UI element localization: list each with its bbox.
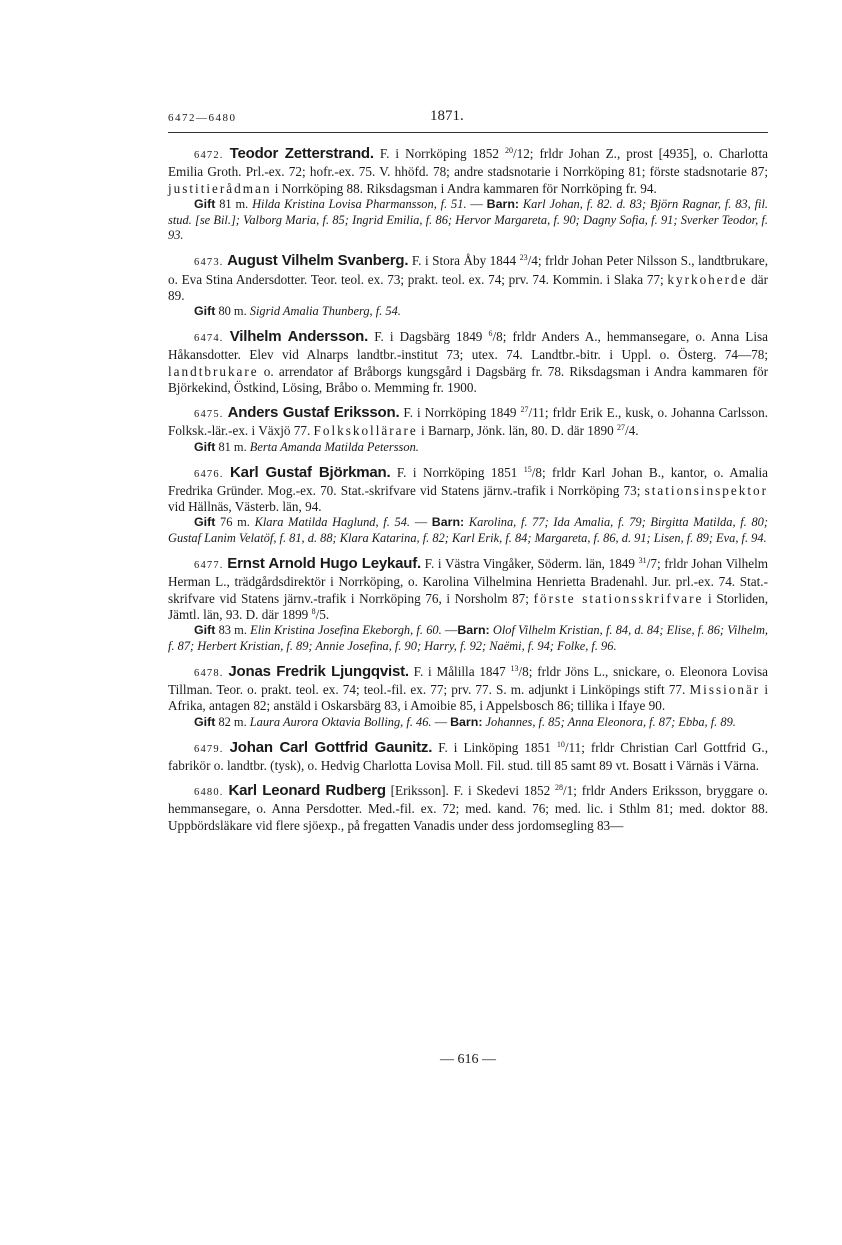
header-rule <box>168 132 768 133</box>
entry-6480: 6480. Karl Leonard Rudberg [Eriksson]. F. i Skedevi 1852 $^{28}$/1; frldr Anders Eriksson, bryggare o. hemmansegare, o. Anna Persdotter. Med.-fil. ex. 72; med. kand. 76; med. lic. i Sthlm 81; med. doktor 88. Uppbördsläkare vid flere sjöexp., på fregatten Vanadis under dess jordomsegling 83— <box>168 782 768 833</box>
entry-6479: 6479. Johan Carl Gottfrid Gaunitz. F. i Linköping 1851 $^{10}$/11; frldr Christian Carl Gottfrid G., fabrikör o. landtbr. (tysk), o. Hedvig Charlotta Lovisa Moll. Fil. stud. till 85 samt 89 vt. Bosatt i Värnäs i Värna. <box>168 738 768 773</box>
entry-number: 6476. <box>194 468 224 480</box>
alternate-name: [Eriksson]. <box>385 783 449 799</box>
entry-6472: 6472. Teodor Zetterstrand. F. i Norrköping 1852 $^{20}$/12; frldr Johan Z., prost [4935], o. Charlotta Emilia Groth. Prl.-ex. 72; hofr.-ex. 75. V. hhöfd. 78; andre stadsnotarie i Norrköping 81; förste stadsnotarie 87; justitierådman i Norrköping 88. Riksdagsman i Andra kammaren för Norrköping fr. 94. Gift 81 m. Hilda Kristina Lovisa Pharmansson, f. 51. — Barn: Karl Johan, f. 82. d. 83; Björn Ragnar, f. 83, fil. stud. [se Bil.]; Valborg Maria, f. 85; Ingrid Emilia, f. 86; Hervor Margareta, f. 90; Dagny Sofia, f. 91; Sverker Teodor, f. 93. <box>168 145 769 243</box>
entry-6474: 6474. Vilhelm Andersson. F. i Dagsbärg 1849 $^6$/8; frldr Anders A., hemmansegare, o. Anna Lisa Håkansdotter. Elev vid Alnarps landtbr.-institut 73; utex. 74. Landtbr.-bitr. i Uppl. o. Österg. 74—78; landtbrukare o. arrendator af Bråborgs kungsgård i Dagsbärg fr. 78. Riksdagsman i Andra kammaren för Björkekind, Östkind, Lösing, Bråbo o. Memming fr. 1900. <box>168 327 768 395</box>
occupation: Folkskollärare <box>313 423 418 439</box>
person-name: Vilhelm Andersson. <box>229 327 369 345</box>
page-number: — 616 — <box>440 1052 496 1067</box>
marriage-line: Gift 76 m. Klara Matilda Haglund, f. 54. — Barn: Karolina, f. 77; Ida Amalia, f. 79; Birgitta Matilda, f. 80; Gustaf Lanim Velatöf, f. 81, d. 88; Klara Katarina, f. 82; Karl Erik, f. 84; Margareta, f. 86, d. 91; Lisen, f. 89; Eva, f. 94. <box>168 515 768 546</box>
marriage-line: Gift 80 m. Sigrid Amalia Thunberg, f. 54. <box>194 304 401 319</box>
spouse: Berta Amanda Matilda Petersson. <box>249 439 419 454</box>
entry-number: 6479. <box>194 743 224 755</box>
spouse: Elin Kristina Josefina Ekeborgh, f. 60. <box>250 623 442 638</box>
entry-number-range: 6472—6480 <box>168 112 237 124</box>
children: Johannes, f. 85; Anna Eleonora, f. 87; Ebba, f. 89. <box>482 714 736 729</box>
entry-number: 6478. <box>194 667 224 679</box>
spouse: Sigrid Amalia Thunberg, f. 54. <box>249 304 401 319</box>
entry-6473: 6473. August Vilhelm Svanberg. F. i Stora Åby 1844 $^{23}$/4; frldr Johan Peter Nilsson S., landtbrukare, o. Eva Stina Andersdotter. Teor. teol. ex. 73; prakt. teol. ex. 74; prv. 74. Kommin. i Slaka 77; kyrkoherde där 89. Gift 80 m. Sigrid Amalia Thunberg, f. 54. <box>168 252 768 319</box>
occupation: Missionär <box>689 682 761 698</box>
children: Karl Johan, f. 82. d. 83; Björn Ragnar, f. 83, fil. stud. [se Bil.]; Valborg Maria, f. 85; Ingrid Emilia, f. 86; Hervor Margareta, f. 90; Dagny Sofia, f. 91; Sverker Teodor, f. 93. <box>168 196 769 243</box>
person-name: Karl Gustaf Björkman. <box>230 463 391 481</box>
person-name: Johan Carl Gottfrid Gaunitz. <box>229 738 433 756</box>
marriage-line: Gift 83 m. Elin Kristina Josefina Ekeborgh, f. 60. —Barn: Olof Vilhelm Kristian, f. 84, d. 84; Elise, f. 86; Vilhelm, f. 87; Herbert Kristian, f. 89; Annie Josefina, f. 90; Harry, f. 92; Naëmi, f. 94; Folke, f. 96. <box>168 623 768 654</box>
person-name: Ernst Arnold Hugo Leykauf. <box>227 555 421 573</box>
entry-number: 6474. <box>194 332 224 344</box>
spouse: Hilda Kristina Lovisa Pharmansson, f. 51. <box>252 196 467 211</box>
occupation: landtbrukare <box>168 363 259 379</box>
entry-6477: 6477. Ernst Arnold Hugo Leykauf. F. i Västra Vingåker, Söderm. län, 1849 $^{31}$/7; frldr Johan Vilhelm Herman L., trädgårdsdirektör i Norrköping, o. Karolina Vilhelmina Henrietta Bradenahl. Jur. prl.-ex. 74. Stat.-skrifvare vid Statens järnv.-trafik i Norrköping 76, i Norsholm 87; förste stationsskrifvare i Storliden, Jämtl. län, 93. D. där 1899 $^8$/5. Gift 83 m. Elin Kristina Josefina Ekeborgh, f. 60. —Barn: Olof Vilhelm Kristian, f. 84, d. 84; Elise, f. 86; Vilhelm, f. 87; Herbert Kristian, f. 89; Annie Josefina, f. 90; Harry, f. 92; Naëmi, f. 94; Folke, f. 96. <box>168 555 768 654</box>
year-heading: 1871. <box>430 108 464 124</box>
person-name: Jonas Fredrik Ljungqvist. <box>228 662 409 680</box>
marriage-line: Gift 81 m. Berta Amanda Matilda Petersson. <box>194 439 419 454</box>
marriage-line: Gift 81 m. Hilda Kristina Lovisa Pharmansson, f. 51. — Barn: Karl Johan, f. 82. d. 83; Björn Ragnar, f. 83, fil. stud. [se Bil.]; Valborg Maria, f. 85; Ingrid Emilia, f. 86; Hervor Margareta, f. 90; Dagny Sofia, f. 91; Sverker Teodor, f. 93. <box>168 196 769 243</box>
children: Olof Vilhelm Kristian, f. 84, d. 84; Elise, f. 86; Vilhelm, f. 87; Herbert Kristian, f. 89; Annie Josefina, f. 90; Harry, f. 92; Naëmi, f. 94; Folke, f. 96. <box>168 623 768 654</box>
entries-list <box>168 146 768 843</box>
entry-6478: 6478. Jonas Fredrik Ljungqvist. F. i Målilla 1847 $^{13}$/8; frldr Jöns L., snickare, o. Eleonora Lovisa Tillman. Teor. o. prakt. teol. ex. 74; teol.-fil. ex. 77; prv. 77. S. m. adjunkt i Linköpings stift 77. Missionär i Afrika, antagen 82; anstäld i Oskarsbärg 83, i Amoibie 85, i Appelsbosch 86; tillika i Ifaye 90. Gift 82 m. Laura Aurora Oktavia Bolling, f. 46. — Barn: Johannes, f. 85; Anna Eleonora, f. 87; Ebba, f. 89. <box>168 662 769 729</box>
entry-6476: 6476. Karl Gustaf Björkman. F. i Norrköping 1851 $^{15}$/8; frldr Karl Johan B., kantor, o. Amalia Fredrika Gründer. Mog.-ex. 70. Stat.-skrifvare vid Statens järnv.-trafik i Norrköping 73; stationsinspektor vid Hällnäs, Västerb. län, 94. Gift 76 m. Klara Matilda Haglund, f. 54. — Barn: Karolina, f. 77; Ida Amalia, f. 79; Birgitta Matilda, f. 80; Gustaf Lanim Velatöf, f. 81, d. 88; Klara Katarina, f. 82; Karl Erik, f. 84; Margareta, f. 86, d. 91; Lisen, f. 89; Eva, f. 94. <box>168 463 769 546</box>
entry-number: 6473. <box>194 257 224 269</box>
person-name: Karl Leonard Rudberg <box>228 782 386 800</box>
page-header <box>168 108 768 130</box>
marriage-line: Gift 82 m. Laura Aurora Oktavia Bolling, f. 46. — Barn: Johannes, f. 85; Anna Eleonora, f. 87; Ebba, f. 89. <box>194 714 736 729</box>
person-name: Anders Gustaf Eriksson. <box>227 404 400 422</box>
entry-number: 6472. <box>194 150 224 161</box>
entry-6475: 6475. Anders Gustaf Eriksson. F. i Norrköping 1849 $^{27}$/11; frldr Erik E., kusk, o. Johanna Carlsson. Folksk.-lär.-ex. i Växjö 77. Folkskollärare i Barnarp, Jönk. län, 80. D. där 1890 $^{27}$/4. Gift 81 m. Berta Amanda Matilda Petersson. <box>168 404 768 454</box>
occupation: förste stationsskrifvare <box>533 590 704 606</box>
person-name: August Vilhelm Svanberg. <box>227 252 409 270</box>
entry-number: 6477. <box>194 560 224 572</box>
occupation: kyrkoherde <box>667 271 748 287</box>
person-name: Teodor Zetterstrand. <box>229 145 374 162</box>
spouse: Klara Matilda Haglund, f. 54. <box>254 515 410 530</box>
children: Karolina, f. 77; Ida Amalia, f. 79; Birgitta Matilda, f. 80; Gustaf Lanim Velatöf, f. 81, d. 88; Klara Katarina, f. 82; Karl Erik, f. 84; Margareta, f. 86, d. 91; Lisen, f. 89; Eva, f. 94. <box>168 515 768 546</box>
entry-number: 6480. <box>194 787 224 799</box>
entry-number: 6475. <box>194 409 224 421</box>
occupation: justitierådman <box>168 180 272 196</box>
occupation: stationsinspektor <box>644 482 768 498</box>
spouse: Laura Aurora Oktavia Bolling, f. 46. <box>249 714 432 729</box>
